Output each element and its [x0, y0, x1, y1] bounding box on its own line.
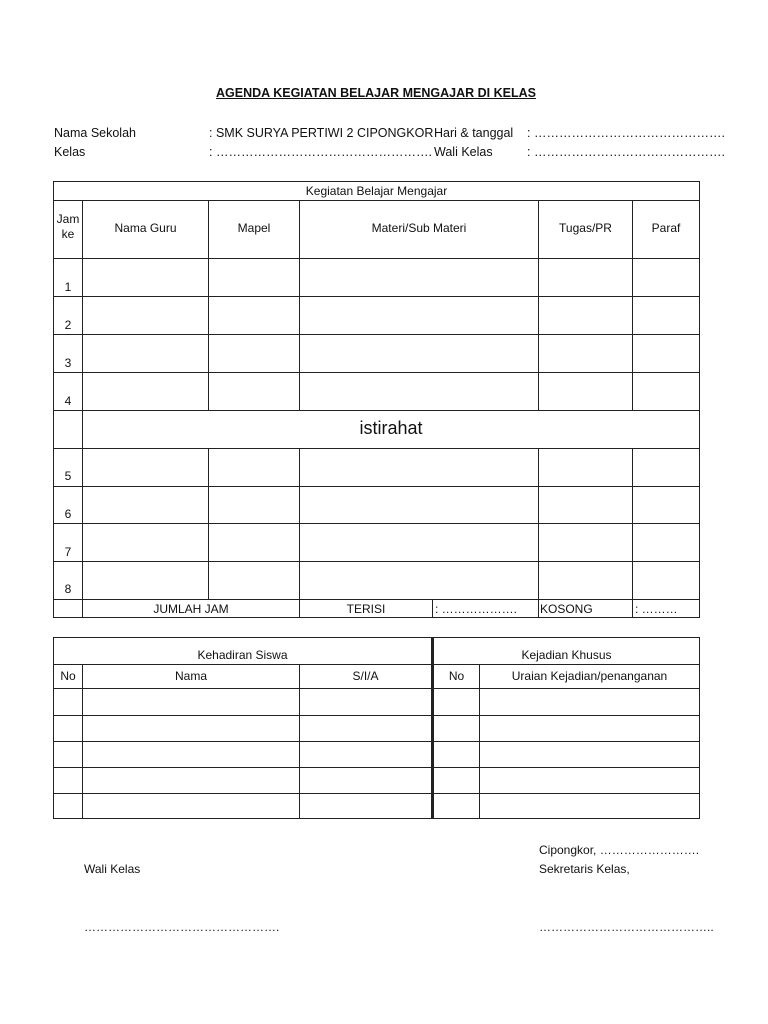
row-number: 4 [64, 394, 72, 408]
kosong-label: KOSONG [540, 602, 593, 616]
document-title: AGENDA KEGIATAN BELAJAR MENGAJAR DI KELAS [216, 86, 536, 100]
col-jam-line2: ke [61, 227, 75, 241]
terisi-label: TERISI [346, 601, 386, 616]
col-materi: Materi/Sub Materi [371, 221, 467, 235]
jumlah-jam-label: JUMLAH JAM [153, 601, 229, 616]
wali-kelas-signature-title: Wali Kelas [84, 862, 141, 876]
sekretaris-signature-line[interactable]: …………………………………….. [539, 920, 714, 934]
kosong-value[interactable]: : ……… [635, 602, 678, 616]
homeroom-label: Wali Kelas [434, 145, 493, 159]
row-number: 1 [64, 280, 72, 294]
school-value: : SMK SURYA PERTIWI 2 CIPONGKOR [209, 126, 434, 140]
attendance-col-no: No [60, 669, 76, 683]
incidents-col-no: No [448, 669, 465, 683]
attendance-title: Kehadiran Siswa [197, 648, 288, 662]
date-label: Hari & tanggal [434, 126, 514, 140]
terisi-value[interactable]: : ………………. [435, 602, 518, 616]
kbm-title: Kegiatan Belajar Mengajar [305, 184, 448, 198]
incidents-title: Kejadian Khusus [521, 648, 612, 662]
col-jam-ke [54, 212, 82, 242]
col-jam-line1: Jam [56, 212, 80, 226]
row-number: 6 [64, 507, 72, 521]
col-mapel: Mapel [237, 221, 271, 235]
class-label: Kelas [54, 145, 86, 159]
col-nama-guru: Nama Guru [114, 221, 177, 235]
wali-kelas-signature-line[interactable]: …………………………………………. [84, 920, 280, 934]
attendance-col-nama: Nama [174, 669, 207, 683]
col-tugas: Tugas/PR [559, 221, 612, 235]
incidents-col-uraian: Uraian Kejadian/penanganan [511, 669, 668, 683]
date-value[interactable]: : ………………………………………. [527, 126, 725, 140]
attendance-col-sia: S/I/A [352, 669, 379, 683]
row-number: 5 [64, 469, 72, 483]
row-number: 2 [64, 318, 72, 332]
row-number: 3 [64, 356, 72, 370]
sekretaris-signature-title: Sekretaris Kelas, [539, 862, 630, 876]
row-number: 8 [64, 582, 72, 596]
class-value[interactable]: : ……………………………………………. [209, 145, 432, 159]
homeroom-value[interactable]: : ………………………………………. [527, 145, 725, 159]
col-paraf: Paraf [651, 221, 681, 235]
school-label: Nama Sekolah [54, 126, 136, 140]
break-label: istirahat [359, 418, 423, 438]
row-number: 7 [64, 545, 72, 559]
place-date: Cipongkor, ……………………. [539, 843, 700, 857]
